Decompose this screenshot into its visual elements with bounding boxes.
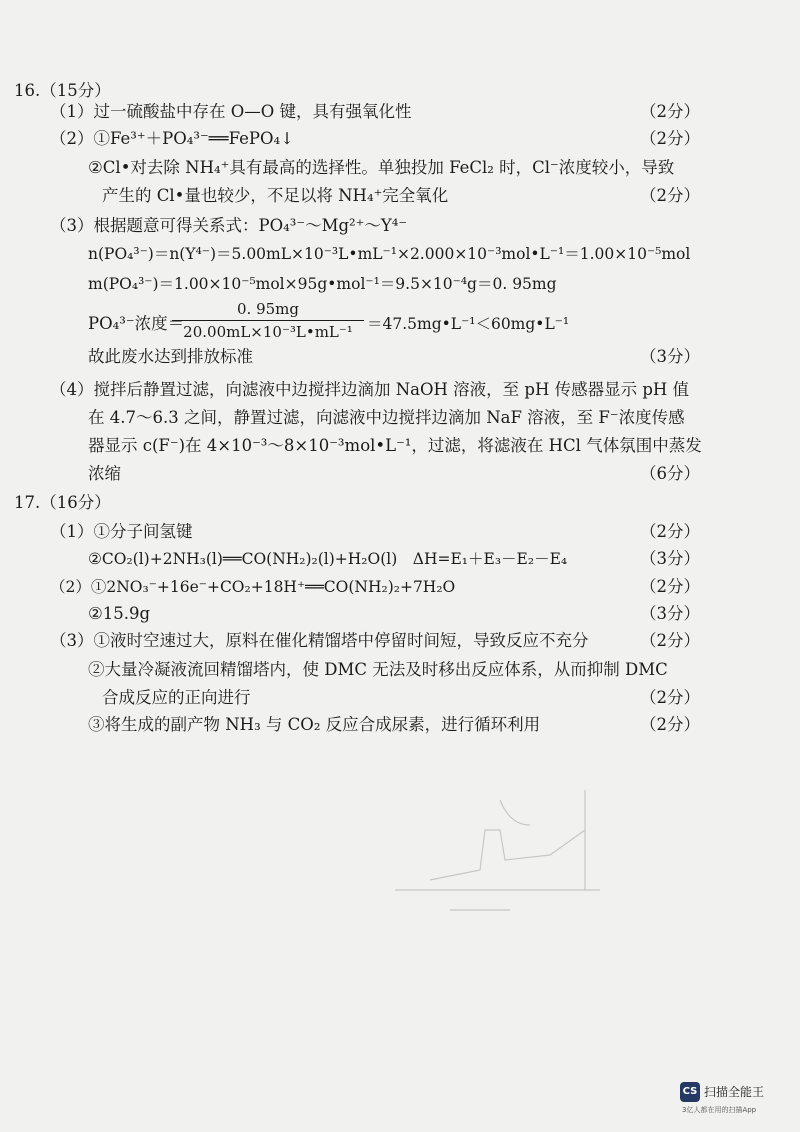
q17-part3-1-score: （2分）	[640, 631, 700, 650]
q16-part2-2-score: （2分）	[640, 186, 700, 205]
camscanner-tagline: 3亿人都在用的扫描App	[682, 1106, 757, 1114]
q17-part2-1-score: （2分）	[640, 577, 700, 596]
fraction-bar	[172, 320, 364, 321]
q16-part4-line3: 器显示 c(F⁻)在 4×10⁻³～8×10⁻³mol•L⁻¹，过滤，将滤液在 HCl 气体氛围中蒸发	[88, 436, 702, 455]
q17-part3-3: ③将生成的副产物 NH₃ 与 CO₂ 反应合成尿素，进行循环利用	[88, 715, 541, 734]
q16-part1: （1）过一硫酸盐中存在 O—O 键，具有强氧化性	[50, 102, 412, 121]
q16-part4-line1: （4）搅拌后静置过滤，向滤液中边搅拌边滴加 NaOH 溶液，至 pH 传感器显示 pH 值	[50, 380, 690, 399]
q16-part3-line2: n(PO₄³⁻)＝n(Y⁴⁻)＝5.00mL×10⁻³L•mL⁻¹×2.000×10⁻³mol•L⁻¹＝1.00×10⁻⁵mol	[88, 245, 691, 263]
q16-part1-score: （2分）	[640, 102, 700, 121]
q16-conc-result: ＝47.5mg•L⁻¹＜60mg•L⁻¹	[367, 315, 570, 333]
q16-conclusion: 故此废水达到排放标准	[88, 347, 253, 366]
q16-conc-label: PO₄³⁻浓度＝	[88, 314, 185, 333]
q16-part2-2-line1: ②Cl•对去除 NH₄⁺具有最高的选择性。单独投加 FeCl₂ 时，Cl⁻浓度较小，导致	[88, 158, 675, 177]
camscanner-logo-icon: CS	[680, 1082, 700, 1102]
bleed-through-sketch	[390, 770, 620, 930]
q17-part3-2-score: （2分）	[640, 688, 700, 707]
q17-part1-1-score: （2分）	[640, 522, 700, 541]
q17-part3-2-line1: ②大量冷凝液流回精馏塔内，使 DMC 无法及时移出反应体系，从而抑制 DMC	[88, 660, 668, 679]
q16-part4-score: （6分）	[640, 464, 700, 483]
fraction-denominator: 20.00mL×10⁻³L•mL⁻¹	[183, 323, 353, 341]
q16-conc-fraction	[172, 299, 364, 342]
q16-part4-line4: 浓缩	[88, 464, 121, 483]
fraction-numerator: 0. 95mg	[237, 300, 299, 318]
q17-part1-2-score: （3分）	[640, 549, 700, 568]
q17-part2-2-score: （3分）	[640, 604, 700, 623]
q17-part2-2: ②15.9g	[88, 604, 151, 623]
q16-part2-1-score: （2分）	[640, 129, 700, 148]
q16-part3-line1: （3）根据题意可得关系式：PO₄³⁻～Mg²⁺～Y⁴⁻	[50, 216, 408, 235]
q17-part1-1: （1）①分子间氢键	[50, 522, 193, 541]
camscanner-name: 扫描全能王	[704, 1085, 765, 1099]
q16-header: 16.（15分）	[14, 81, 111, 100]
q17-part2-1: （2）①2NO₃⁻+16e⁻+CO₂+18H⁺══CO(NH₂)₂+7H₂O	[50, 578, 456, 596]
camscanner-watermark	[680, 1082, 790, 1122]
q16-part2-2-line2: 产生的 Cl•量也较少，不足以将 NH₄⁺完全氧化	[102, 186, 449, 205]
q16-part3-score: （3分）	[640, 347, 700, 366]
q17-part3-1: （3）①液时空速过大，原料在催化精馏塔中停留时间短，导致反应不充分	[50, 631, 589, 650]
q16-part4-line2: 在 4.7～6.3 之间，静置过滤，向滤液中边搅拌边滴加 NaF 溶液，至 F⁻浓度传感	[88, 408, 685, 427]
q17-part1-2: ②CO₂(l)+2NH₃(l)══CO(NH₂)₂(l)+H₂O(l) ΔH=E₁＋E₃－E₂－E₄	[88, 550, 568, 568]
q16-part3-line3: m(PO₄³⁻)＝1.00×10⁻⁵mol×95g•mol⁻¹＝9.5×10⁻⁴g＝0. 95mg	[88, 275, 557, 293]
q17-header: 17.（16分）	[14, 493, 111, 512]
q16-part2-1: （2）①Fe³⁺＋PO₄³⁻══FePO₄↓	[50, 129, 294, 148]
q17-part3-3-score: （2分）	[640, 715, 700, 734]
q17-part3-2-line2: 合成反应的正向进行	[102, 688, 251, 707]
